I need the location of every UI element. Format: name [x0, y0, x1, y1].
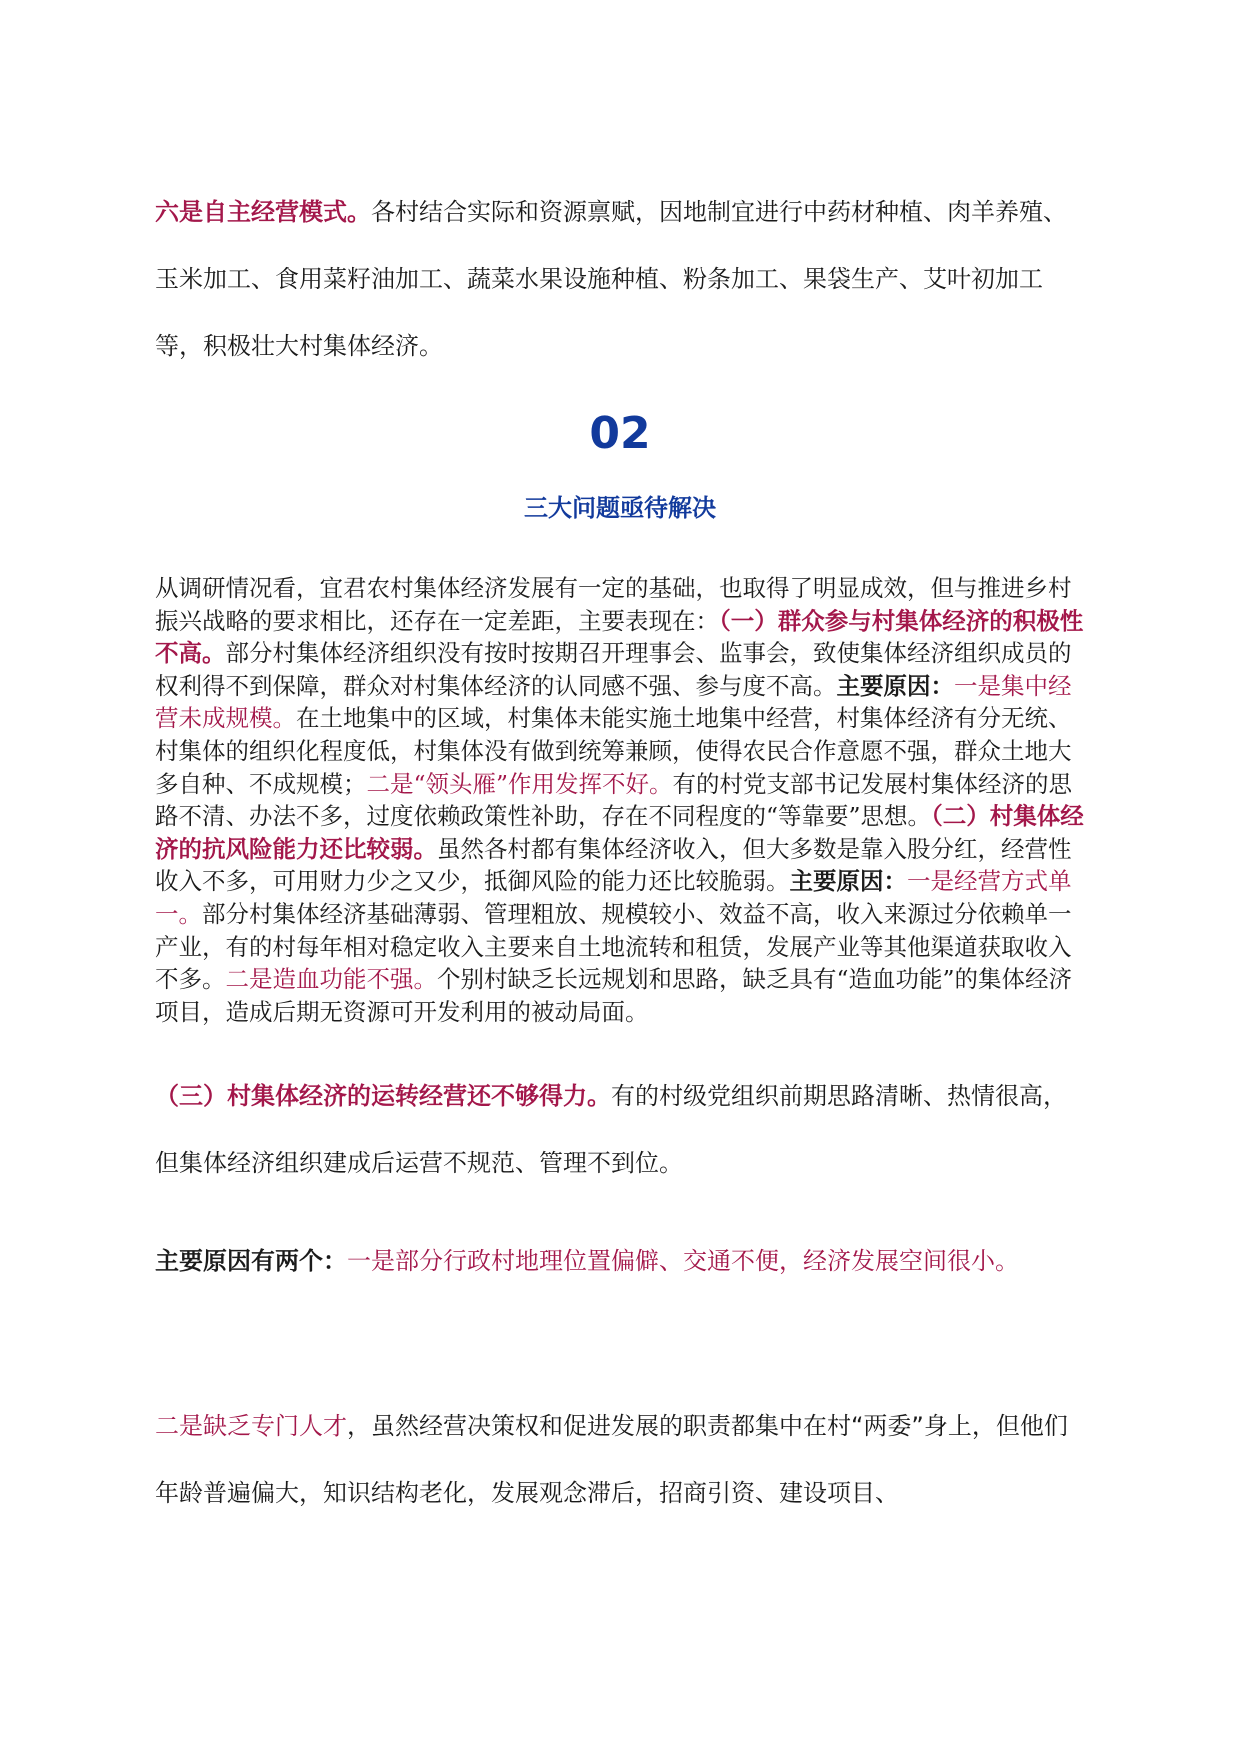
body-text: 部分村集体经济基础薄弱、管理粗放、规模较小、效益不高，收入来源过分依赖单一产业，有的村每年相对稳定收入主要来自土地流转和租赁，发展产业等其他渠道获取收入不多。 — [155, 899, 1072, 994]
section-title: 三大问题亟待解决 — [524, 494, 716, 522]
problem-heading-3: （三）村集体经济的运转经营还不够得力。 — [155, 1082, 611, 1110]
body-text: 在土地集中的区域，村集体未能实施土地集中经营，村集体经济有分无统、村集体的组织化程度低，村集体没有做到统筹兼顾，使得农民合作意愿不强，群众土地大多自种、不成规模； — [155, 704, 1072, 798]
reason-3: 一是经营方式单一。 — [155, 867, 1072, 928]
reason-label: 主要原因： — [789, 867, 907, 896]
reason-label: 主要原因： — [836, 671, 954, 700]
problem-heading-2: （二）村集体经济的抗风险能力还比较弱。 — [155, 802, 1084, 863]
paragraph-three-problems — [155, 572, 1090, 1028]
body-text: 部分村集体经济组织没有按时按期召开理事会、监事会，致使集体经济组织成员的权利得不到保障，群众对村集体经济的认同感不强、参与度不高。 — [155, 639, 1072, 700]
reason-label: 主要原因有两个： — [155, 1247, 347, 1275]
section-number: 02 — [589, 408, 651, 459]
body-text: ，虽然经营决策权和促进发展的职责都集中在村“两委”身上，但他们年龄普遍偏大，知识结构老化，发展观念滞后，招商引资、建设项目、 — [155, 1412, 1068, 1507]
paragraph-operation-issue — [155, 1063, 1090, 1197]
body-text: 从调研情况看，宜君农村集体经济发展有一定的基础，也取得了明显成效，但与推进乡村振兴战略的要求相比，还存在一定差距，主要表现在： — [155, 574, 1072, 635]
reason-4: 二是造血功能不强。 — [225, 965, 437, 994]
problem-heading-1: （一）群众参与村集体经济的积极性不高。 — [155, 606, 1084, 668]
reason-location: 一是部分行政村地理位置偏僻、交通不便，经济发展空间很小。 — [347, 1247, 1019, 1275]
paragraph-talent-shortage — [155, 1393, 1090, 1527]
reason-1: 一是集中经营未成规模。 — [155, 671, 1072, 733]
paragraph-autonomous-operation — [155, 179, 1090, 380]
body-text: 有的村级党组织前期思路清晰、热情很高，但集体经济组织建成后运营不规范、管理不到位。 — [155, 1082, 1067, 1177]
reason-2: 二是“领头雁”作用发挥不好。 — [366, 769, 673, 798]
paragraph-main-reasons — [155, 1228, 1090, 1295]
body-text: 各村结合实际和资源禀赋，因地制宜进行中药材种植、肉羊养殖、玉米加工、食用菜籽油加工、蔬菜水果设施种植、粉条加工、果袋生产、艾叶初加工等，积极壮大村集体经济。 — [155, 198, 1067, 360]
body-text: 个别村缺乏长远规划和思路，缺乏具有“造血功能”的集体经济项目，造成后期无资源可开发利用的被动局面。 — [155, 965, 1073, 1026]
body-text: 虽然各村都有集体经济收入，但大多数是靠入股分红，经营性收入不多，可用财力少之又少，抵御风险的能力还比较脆弱。 — [155, 834, 1072, 896]
reason-talent: 二是缺乏专门人才 — [155, 1412, 347, 1440]
lead-heading: 六是自主经营模式。 — [155, 198, 371, 226]
body-text: 有的村党支部书记发展村集体经济的思路不清、办法不多，过度依赖政策性补助，存在不同程度的“等靠要”思想。 — [155, 769, 1073, 831]
